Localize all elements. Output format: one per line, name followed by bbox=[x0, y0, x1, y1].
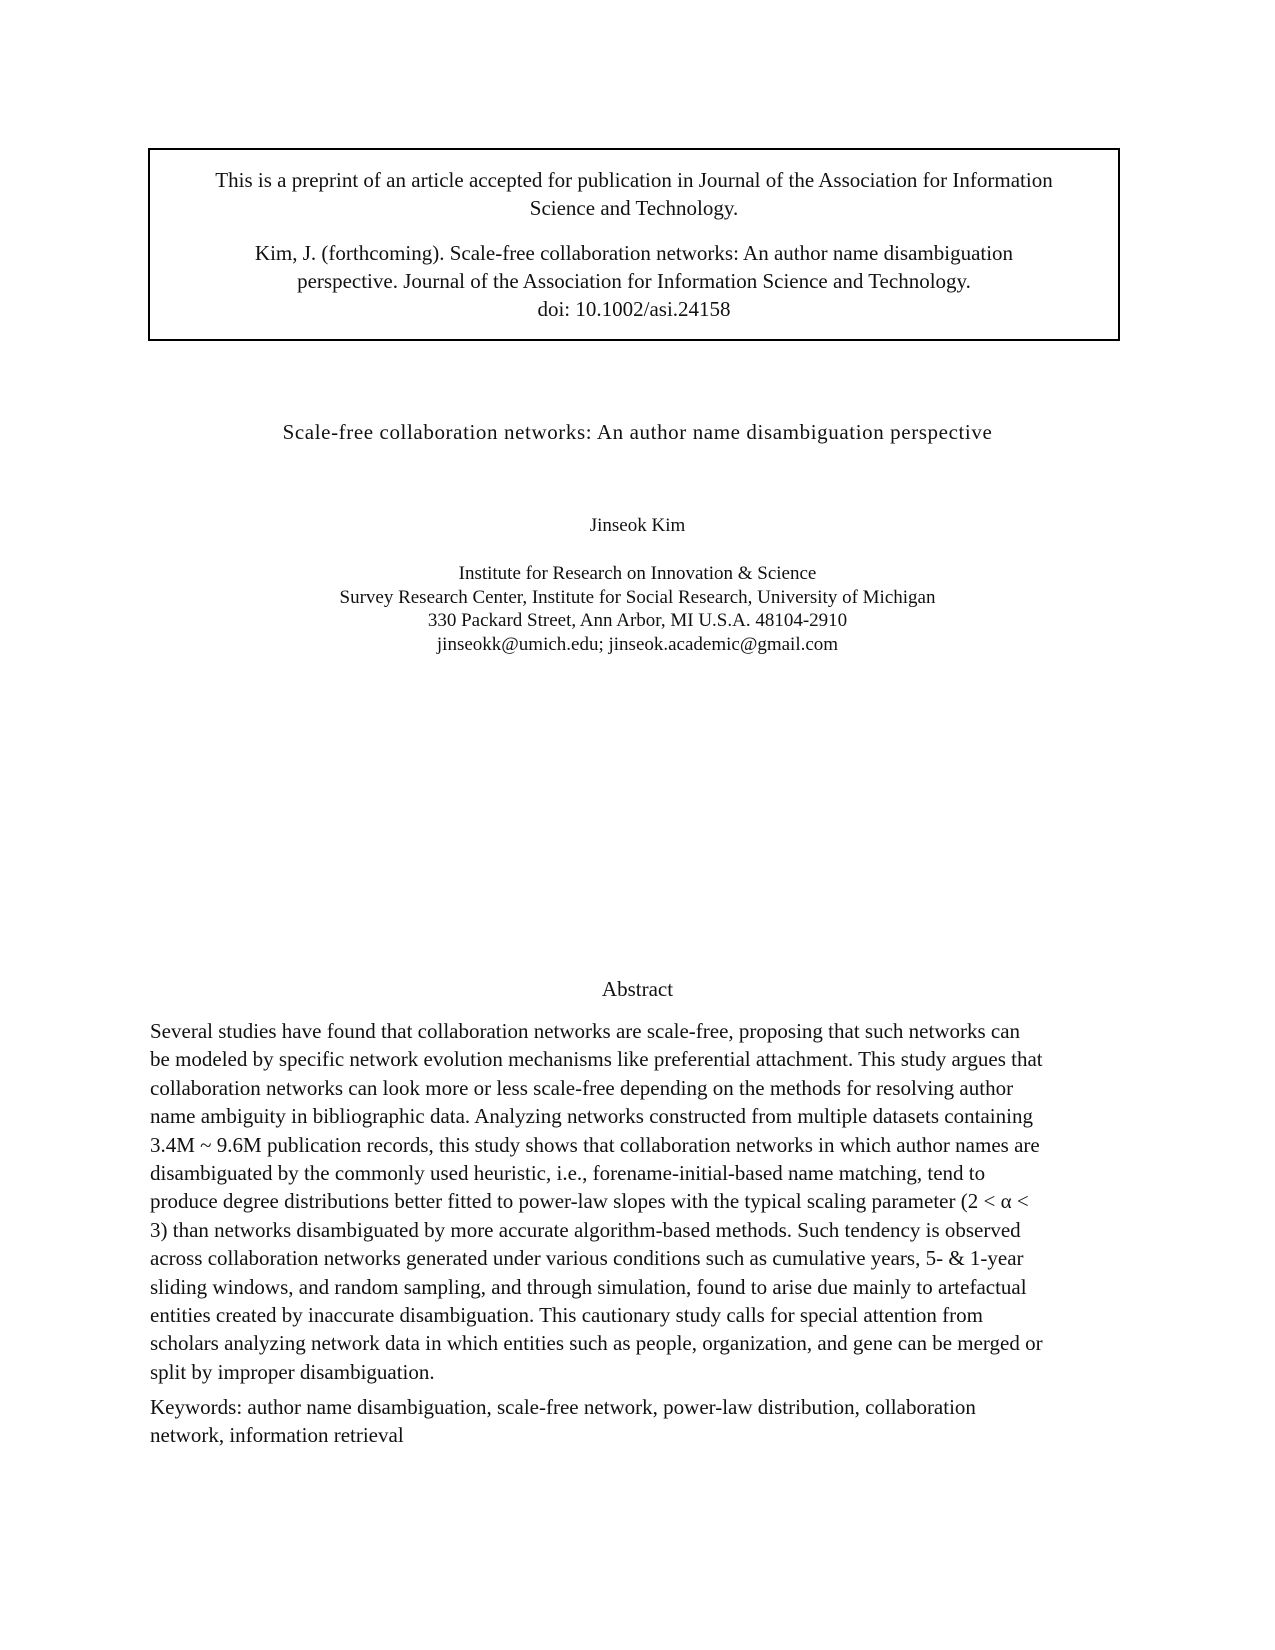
citation-line-1: Kim, J. (forthcoming). Scale-free collaboration networks: An author name disambiguation bbox=[254, 241, 1014, 265]
citation-line-2: perspective. Journal of the Association for Information Science and Technology. bbox=[297, 269, 971, 293]
abstract-line: collaboration networks can look more or less scale-free depending on the methods for resolving author bbox=[150, 1075, 1014, 1100]
affiliation-address: 330 Packard Street, Ann Arbor, MI U.S.A. 48104-2910 bbox=[427, 610, 848, 631]
abstract-body bbox=[150, 1017, 1134, 1386]
abstract-line: be modeled by specific network evolution mechanisms like preferential attachment. This study argues that bbox=[150, 1047, 1043, 1072]
author-affiliation bbox=[0, 562, 1275, 656]
abstract-line: split by improper disambiguation. bbox=[150, 1359, 435, 1384]
citation bbox=[150, 239, 1118, 323]
keywords-line-1: Keywords: author name disambiguation, scale-free network, power-law distribution, collaboration bbox=[150, 1395, 976, 1419]
preprint-notice bbox=[150, 166, 1118, 222]
affiliation-center: Survey Research Center, Institute for Social Research, University of Michigan bbox=[339, 586, 936, 608]
keywords-line-2: network, information retrieval bbox=[150, 1423, 404, 1448]
abstract-line: sliding windows, and random sampling, and through simulation, found to arise due mainly to artefactual bbox=[150, 1274, 1027, 1299]
abstract-heading: Abstract bbox=[601, 977, 674, 1001]
abstract-line: 3) than networks disambiguated by more accurate algorithm-based methods. Such tendency is observed bbox=[150, 1217, 1021, 1242]
paper-title: Scale-free collaboration networks: An author name disambiguation perspective bbox=[282, 420, 993, 444]
abstract-line: Several studies have found that collaboration networks are scale-free, proposing that such networks can bbox=[150, 1019, 1021, 1043]
abstract-line: entities created by inaccurate disambiguation. This cautionary study calls for special attention from bbox=[150, 1303, 983, 1328]
abstract-line: 3.4M ~ 9.6M publication records, this study shows that collaboration networks in which author names are bbox=[150, 1132, 1040, 1157]
affiliation-institute: Institute for Research on Innovation & Science bbox=[458, 563, 817, 584]
abstract-line: name ambiguity in bibliographic data. Analyzing networks constructed from multiple datasets containing bbox=[150, 1104, 1033, 1129]
keywords bbox=[150, 1393, 1110, 1450]
preprint-notice-line-1: This is a preprint of an article accepted for publication in Journal of the Association for Information bbox=[215, 168, 1053, 192]
abstract-line: across collaboration networks generated under various conditions such as cumulative years, 5- & 1-year bbox=[150, 1246, 1024, 1271]
abstract-line: scholars analyzing network data in which entities such as people, organization, and gene can be merged or bbox=[150, 1331, 1043, 1356]
citation-doi: doi: 10.1002/asi.24158 bbox=[537, 297, 731, 321]
preprint-notice-box bbox=[148, 148, 1120, 341]
abstract-line: disambiguated by the commonly used heuristic, i.e., forename-initial-based name matching, tend to bbox=[150, 1161, 986, 1186]
abstract-line: produce degree distributions better fitted to power-law slopes with the typical scaling parameter (2 < α < bbox=[150, 1189, 1029, 1214]
author-name: Jinseok Kim bbox=[589, 515, 686, 536]
preprint-notice-line-2: Science and Technology. bbox=[529, 196, 739, 220]
author-emails: jinseokk@umich.edu; jinseok.academic@gmail.com bbox=[436, 633, 839, 655]
